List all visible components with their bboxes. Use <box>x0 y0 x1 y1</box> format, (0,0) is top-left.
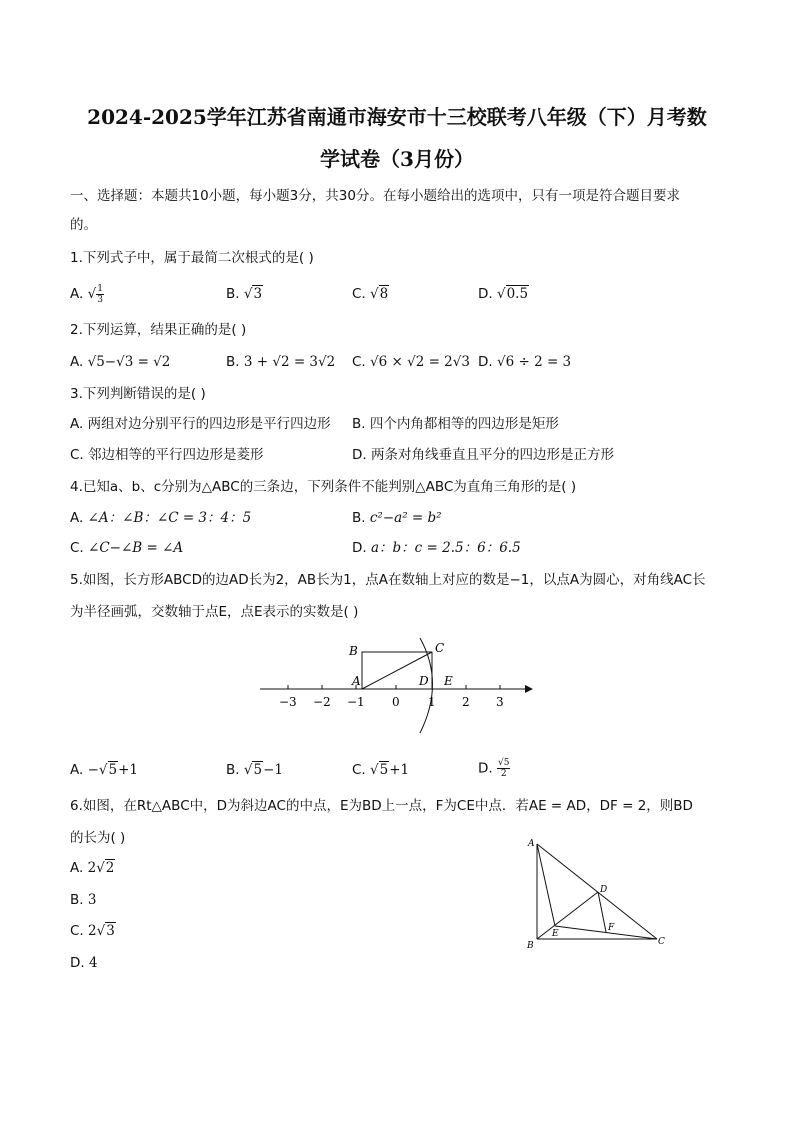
q5-label-a: A <box>352 674 361 688</box>
q3-option-b: B. 四个内角都相等的四边形是矩形 <box>352 416 559 432</box>
q2-option-d: D. √6 ÷ 2 = 3 <box>478 354 572 370</box>
q1-option-c: C. √8 <box>352 286 389 302</box>
q5-label-c: C <box>435 641 445 655</box>
q5-number-line-figure <box>255 628 545 738</box>
q5-option-c: C. √5+1 <box>352 762 410 778</box>
q5-option-b: B. √5−1 <box>226 762 283 778</box>
q3-option-d: D. 两条对角线垂直且平分的四边形是正方形 <box>352 447 614 463</box>
section-instruction-line1: 一、选择题：本题共10小题，每小题3分，共30分。在每小题给出的选项中，只有一项是符合题目要求 <box>70 188 680 204</box>
q5-tick-label-0: 0 <box>392 695 400 709</box>
question-1-stem: 1.下列式子中，属于最简二次根式的是( ) <box>70 250 314 266</box>
q2-option-a: A. √5−√3 = √2 <box>70 354 171 370</box>
question-5-stem-line2: 为半径画弧，交数轴于点E，点E表示的实数是( ) <box>70 604 359 620</box>
q5-option-d: D. $\frac{√5}{2}$ <box>478 758 510 779</box>
q6-triangle-figure <box>520 832 680 957</box>
q5-tick-label-1: 1 <box>428 695 436 709</box>
exam-title-line1: 2024-2025学年江苏省南通市海安市十三校联考八年级（下）月考数 <box>87 105 707 129</box>
q3-option-a: A. 两组对边分别平行的四边形是平行四边形 <box>70 416 331 432</box>
q6-label-d: D <box>600 885 608 895</box>
q6-label-f: F <box>608 923 615 933</box>
q5-label-e: E <box>444 674 453 688</box>
question-5-stem-line1: 5.如图，长方形ABCD的边AD长为2，AB长为1，点A在数轴上对应的数是−1，以点A为圆心，对角线AC长 <box>70 572 706 588</box>
question-3-stem: 3.下列判断错误的是( ) <box>70 386 206 402</box>
question-2-stem: 2.下列运算，结果正确的是( ) <box>70 322 247 338</box>
q4-option-b: B. c²−a² = b² <box>352 510 442 526</box>
q6-option-a: A. 2√2 <box>70 860 115 876</box>
q5-tick-label-3: 3 <box>496 695 504 709</box>
question-6-stem-line1: 6.如图，在Rt△ABC中，D为斜边AC的中点，E为BD上一点，F为CE中点．若AE = AD，DF = 2，则BD <box>70 798 693 814</box>
exam-title-line2: 学试卷（3月份） <box>320 147 474 171</box>
q4-option-a: A. ∠A：∠B：∠C = 3：4：5 <box>70 510 252 526</box>
q4-option-d: D. a：b：c = 2.5：6：6.5 <box>352 540 521 556</box>
q5-tick-label-neg3: −3 <box>279 695 297 709</box>
q4-option-c: C. ∠C−∠B = ∠A <box>70 540 184 556</box>
q5-ticks <box>288 685 500 689</box>
q6-option-d: D. 4 <box>70 955 98 971</box>
q6-option-b: B. 3 <box>70 892 97 908</box>
q1-option-d: D. √0.5 <box>478 286 529 302</box>
q6-option-c: C. 2√3 <box>70 923 115 939</box>
q5-label-d: D <box>419 674 429 688</box>
q6-label-b: B <box>527 941 534 951</box>
section-instruction-line2: 的。 <box>70 217 97 233</box>
q6-label-a: A <box>528 839 535 849</box>
q2-option-b: B. 3 + √2 = 3√2 <box>226 354 336 370</box>
question-6-stem-line2: 的长为( ) <box>70 830 126 846</box>
q5-tick-label-2: 2 <box>462 695 470 709</box>
q5-tick-label-neg1: −1 <box>347 695 365 709</box>
q6-label-c: C <box>658 937 665 947</box>
q2-option-c: C. √6 × √2 = 2√3 <box>352 354 470 370</box>
q3-option-c: C. 邻边相等的平行四边形是菱形 <box>70 447 264 463</box>
q1-option-b: B. √3 <box>226 286 263 302</box>
question-4-stem: 4.已知a、b、c分别为△ABC的三条边，下列条件不能判别△ABC为直角三角形的是( ) <box>70 479 577 495</box>
q5-tick-label-neg2: −2 <box>313 695 331 709</box>
q5-label-b: B <box>349 644 358 658</box>
q5-option-a: A. −√5+1 <box>70 762 139 778</box>
q6-label-e: E <box>552 929 559 939</box>
q1-option-a: A. √ $\frac{1}{3}$ <box>70 284 103 305</box>
